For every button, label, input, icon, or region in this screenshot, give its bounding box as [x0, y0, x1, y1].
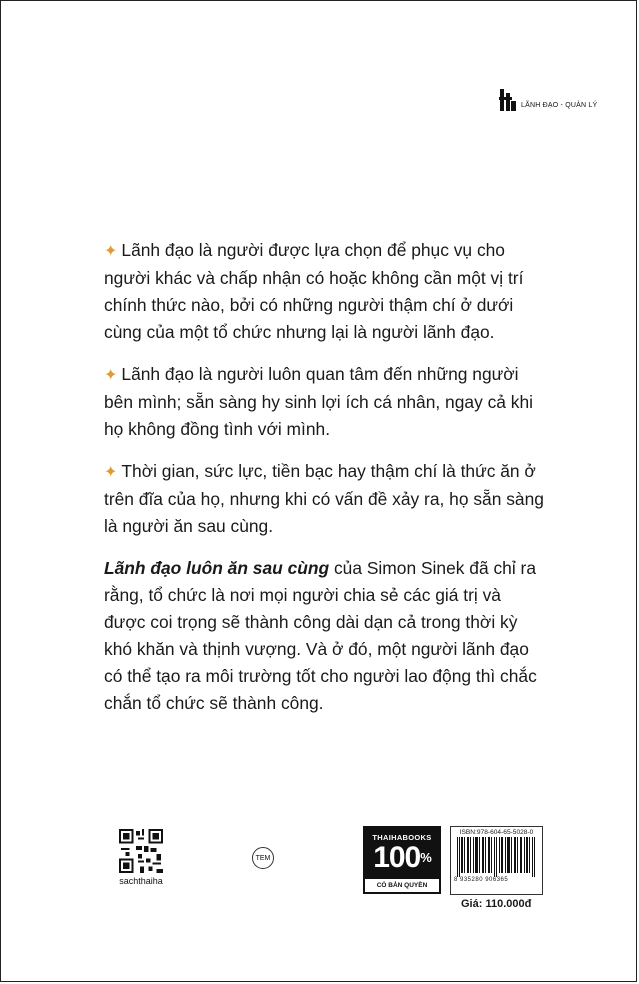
publisher-mark — [499, 87, 597, 113]
blurb-paragraph-2 — [104, 361, 544, 443]
book-title: Lãnh đạo luôn ăn sau cùng — [104, 558, 330, 578]
badge-percent-sign: % — [420, 850, 431, 865]
qr-block — [116, 829, 166, 886]
blurb — [104, 237, 544, 732]
badge-brand: THAIHABOOKS — [372, 833, 432, 842]
barcode-box — [450, 826, 543, 895]
sparkle-bullet-icon: ✦ — [104, 367, 118, 384]
barcode-number: 8 935280 906365 — [454, 877, 509, 883]
sparkle-bullet-icon: ✦ — [104, 243, 118, 260]
copyright-badge — [363, 826, 441, 894]
blurb-paragraph-3 — [104, 458, 544, 540]
badge-number: 100 — [373, 841, 421, 874]
series-label: LÃNH ĐẠO - QUẢN LÝ — [521, 102, 598, 109]
barcode-icon — [455, 837, 539, 877]
closing-paragraph — [104, 555, 544, 717]
closing-text: của Simon Sinek đã chỉ ra rằng, tổ chức là nơi mọi người chia sẻ các giá trị và được coi trọng sẽ thành công dài dạn cả trong thời kỳ khó khăn và thịnh vượng. Và ở đó, một người lãnh đạo có thể tạo ra môi trường tốt cho người lao động thì chắc chắn tổ chức sẽ thành công. — [104, 558, 537, 713]
paragraph-text: Lãnh đạo là người được lựa chọn để phục vụ cho người khác và chấp nhận có hoặc không cần một vị trí chính thức nào, bởi có những người thậm chí ở dưới cùng của một tổ chức nhưng lại là người lãnh đạo. — [104, 240, 524, 342]
sparkle-bullet-icon: ✦ — [104, 464, 118, 481]
paragraph-text: Thời gian, sức lực, tiền bạc hay thậm chí là thức ăn ở trên đĩa của họ, nhưng khi có vấn đề xảy ra, họ sẵn sàng là người ăn sau cùng. — [104, 461, 544, 536]
thaihabooks-logo-icon — [499, 87, 517, 113]
badge-percent — [365, 843, 439, 873]
tem-stamp: TEM — [252, 847, 274, 869]
blurb-paragraph-1 — [104, 237, 544, 346]
paragraph-text: Lãnh đạo là người luôn quan tâm đến những người bên mình; sẵn sàng hy sinh lợi ích cá nhân, ngay cả khi họ không đồng tình với mình. — [104, 364, 534, 439]
price-label: Giá: 110.000đ — [461, 898, 532, 910]
qr-code-icon[interactable] — [119, 829, 163, 873]
qr-caption: sachthaiha — [119, 876, 163, 886]
isbn-label: ISBN:978-604-65-5028-0 — [459, 829, 534, 836]
badge-note: CÓ BẢN QUYỀN — [365, 878, 439, 892]
